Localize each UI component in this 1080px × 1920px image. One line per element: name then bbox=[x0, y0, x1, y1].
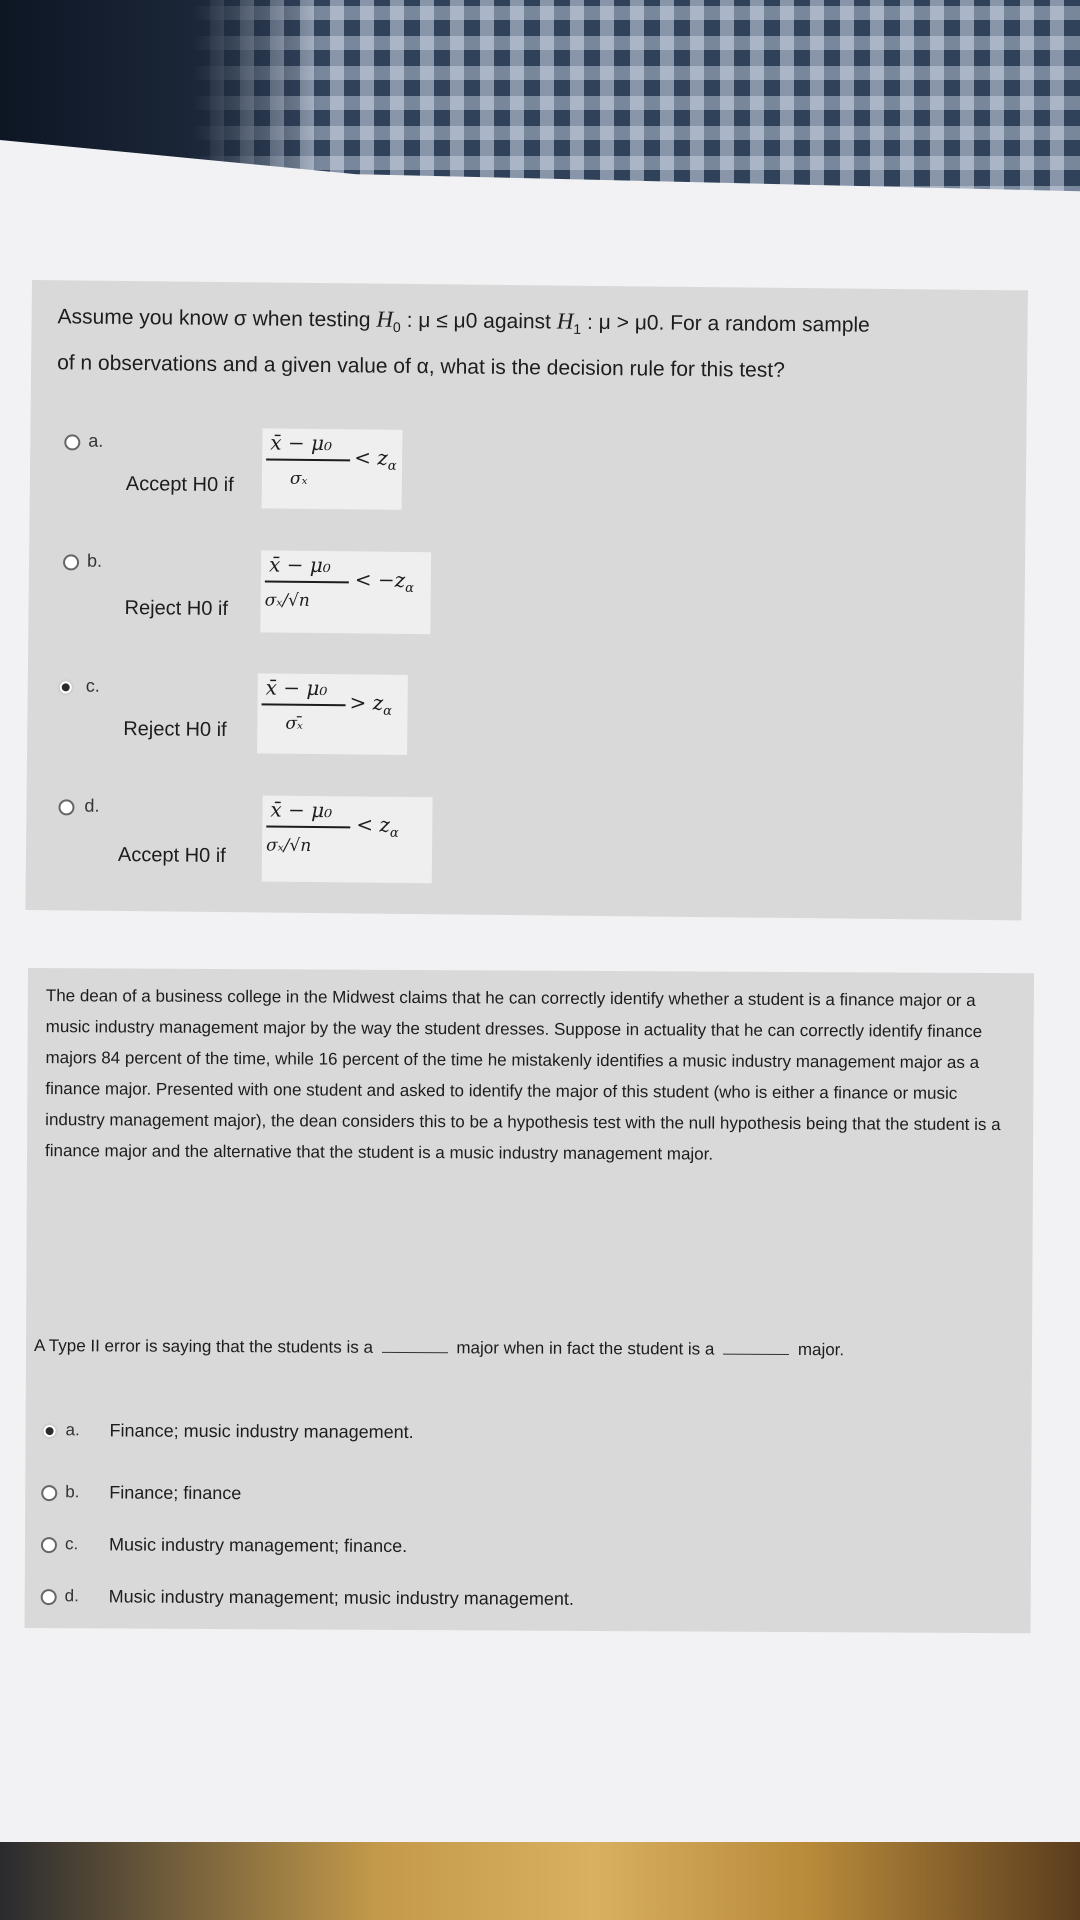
formula-subscript: α bbox=[387, 458, 397, 474]
stem-text-line2: of n observations and a given value of α, what is the decision rule for this test? bbox=[57, 351, 785, 383]
formula-operator: > z bbox=[349, 690, 384, 715]
radio-option-a[interactable] bbox=[64, 434, 80, 450]
option-letter: d. bbox=[64, 1586, 79, 1606]
formula-subscript: α bbox=[389, 825, 399, 841]
question-1-stem: Assume you know σ when testing $H_0$ : μ ≤ μ0 against $H_1$ : μ > μ0. For a random sample of n observations and a given value of α, what is the decision rule for this test? bbox=[57, 305, 870, 383]
option-condition: Accept H0 if bbox=[117, 843, 226, 868]
option-condition: Accept H0 if bbox=[125, 472, 234, 497]
option-letter: c. bbox=[64, 1534, 79, 1554]
formula-c bbox=[257, 673, 408, 755]
option-condition: Reject H0 if bbox=[123, 717, 227, 742]
radio-option-b[interactable] bbox=[41, 1485, 57, 1501]
option-text: Finance; finance bbox=[109, 1482, 242, 1504]
option-letter: c. bbox=[85, 675, 100, 696]
formula-numerator: x̄ − μ₀ bbox=[265, 675, 328, 701]
fraction-bar bbox=[262, 703, 346, 706]
fraction-bar bbox=[266, 825, 350, 828]
formula-denominator: σₓ/√n bbox=[264, 590, 310, 611]
h0-condition: : μ ≤ μ0 bbox=[406, 308, 478, 333]
fraction-bar bbox=[266, 458, 350, 461]
option-letter: a. bbox=[88, 430, 104, 451]
formula-subscript: α bbox=[405, 580, 415, 597]
formula-numerator: x̄ − μ₀ bbox=[270, 430, 333, 456]
formula-d bbox=[262, 795, 433, 883]
question-1-panel bbox=[25, 280, 1028, 920]
radio-option-b[interactable] bbox=[63, 554, 79, 570]
formula-subscript: α bbox=[383, 703, 393, 719]
background-floor bbox=[0, 1842, 1080, 1920]
fraction-bar bbox=[265, 580, 349, 583]
formula-denominator: σₓ̄ bbox=[285, 713, 304, 734]
h0-symbol: H bbox=[376, 306, 394, 332]
option-text: Finance; music industry management. bbox=[109, 1420, 414, 1443]
blank-2 bbox=[723, 1354, 789, 1355]
formula-numerator: x̄ − μ₀ bbox=[268, 552, 331, 578]
formula-operator: < z bbox=[356, 812, 391, 837]
question-2-stem: The dean of a business college in the Midwest claims that he can correctly identify whether a student is a finance major or a music industry management major by the way the student dresses. Suppose in actuality that he can correctly identify finance majors 84 percent of the time, while 16 percent of the time he mistakenly identifies a music industry management major as a finance major. Presented with one student and asked to identify the major of this student (who is either a finance or music industry management major), the dean considers this to be a hypothesis test with the null hypothesis being that the student is a finance major and the alternative that the student is a music industry management major. bbox=[44, 986, 1001, 1164]
type-ii-prompt bbox=[34, 1336, 844, 1360]
h1-condition: : μ > μ0. For a random sample bbox=[586, 310, 870, 337]
radio-option-c-selected[interactable] bbox=[58, 679, 74, 695]
prompt-part-2: major when in fact the student is a bbox=[456, 1338, 715, 1359]
formula-operator: < z bbox=[354, 445, 388, 470]
option-condition: Reject H0 if bbox=[124, 596, 229, 621]
radio-option-a-selected[interactable] bbox=[42, 1423, 58, 1439]
radio-option-c[interactable] bbox=[41, 1537, 57, 1553]
h1-symbol: H bbox=[556, 308, 574, 334]
blank-1 bbox=[382, 1352, 448, 1353]
option-letter: d. bbox=[84, 795, 100, 816]
question-2-panel bbox=[25, 968, 1034, 1633]
option-letter: a. bbox=[65, 1420, 80, 1440]
option-text: Music industry management; finance. bbox=[108, 1534, 408, 1556]
option-letter: b. bbox=[65, 1482, 80, 1502]
formula-a bbox=[262, 428, 403, 509]
prompt-part-1: A Type II error is saying that the students is a bbox=[33, 1336, 373, 1357]
against-text: against bbox=[483, 309, 552, 334]
radio-option-d[interactable] bbox=[41, 1589, 57, 1605]
prompt-part-3: major. bbox=[797, 1340, 845, 1360]
formula-operator: < −z bbox=[354, 567, 406, 592]
option-text: Music industry management; music industry management. bbox=[108, 1586, 574, 1609]
option-letter: b. bbox=[86, 550, 103, 571]
formula-denominator: σₓ bbox=[289, 468, 308, 489]
formula-numerator: x̄ − μ₀ bbox=[270, 797, 333, 823]
formula-denominator: σₓ/√n bbox=[265, 835, 312, 856]
stem-text: Assume you know σ when testing bbox=[57, 305, 371, 332]
radio-option-d[interactable] bbox=[58, 799, 74, 815]
formula-b bbox=[260, 550, 431, 634]
